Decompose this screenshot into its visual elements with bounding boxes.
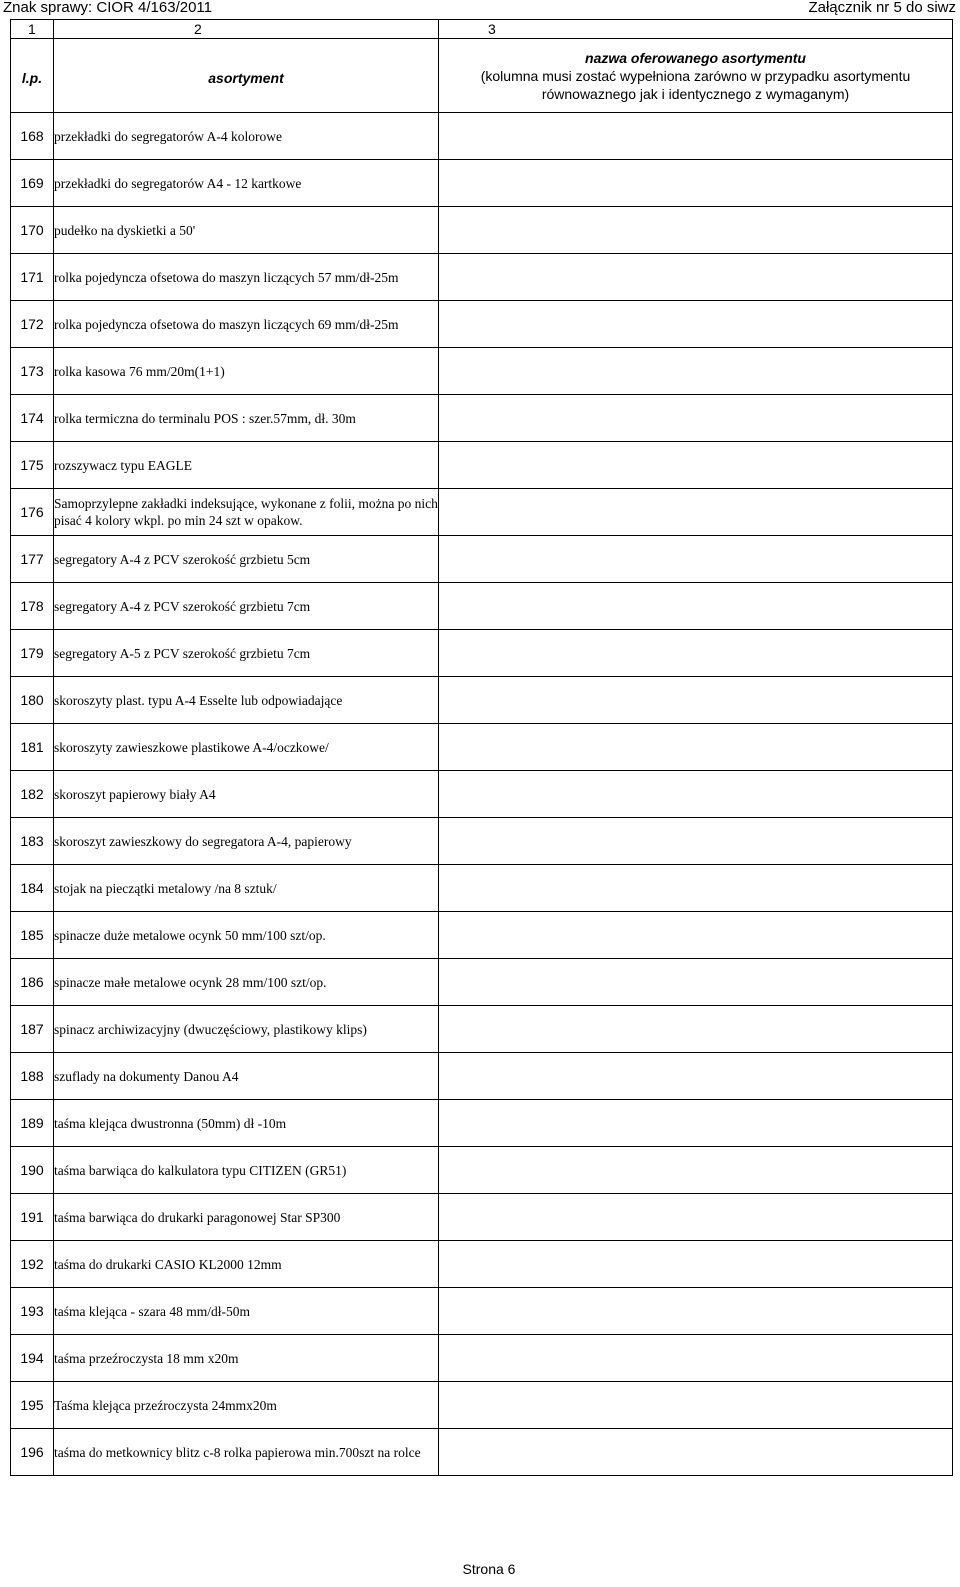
column-number-2: 2 [54,20,439,39]
table-row [11,1288,953,1335]
row-offered-name-cell[interactable] [439,630,953,677]
table-row [11,1382,953,1429]
row-offered-name-cell[interactable] [439,1194,953,1241]
row-offered-name-cell[interactable] [439,865,953,912]
assortment-table [10,19,953,1476]
table-row [11,912,953,959]
header-assortment: asortyment [54,39,439,113]
row-offered-name-cell[interactable] [439,818,953,865]
row-offered-name-cell[interactable] [439,254,953,301]
table-row [11,301,953,348]
row-number: 182 [11,771,54,818]
row-assortment: skoroszyt papierowy biały A4 [54,771,439,818]
column-number-1: 1 [11,20,54,39]
row-offered-name-cell[interactable] [439,677,953,724]
row-assortment: taśma barwiąca do drukarki paragonowej Star SP300 [54,1194,439,1241]
row-number: 188 [11,1053,54,1100]
row-number: 169 [11,160,54,207]
row-offered-name-cell[interactable] [439,395,953,442]
page-number: Strona 6 [462,1561,516,1577]
table-row [11,1006,953,1053]
row-number: 175 [11,442,54,489]
table-row [11,160,953,207]
row-assortment: taśma klejąca dwustronna (50mm) dł -10m [54,1100,439,1147]
row-number: 193 [11,1288,54,1335]
table-row [11,1194,953,1241]
row-assortment: rolka pojedyncza ofsetowa do maszyn liczących 57 mm/dł-25m [54,254,439,301]
row-assortment: przekładki do segregatorów A4 - 12 kartkowe [54,160,439,207]
row-assortment: taśma do drukarki CASIO KL2000 12mm [54,1241,439,1288]
table-row [11,489,953,536]
row-number: 196 [11,1429,54,1476]
row-number: 191 [11,1194,54,1241]
row-assortment: taśma klejąca - szara 48 mm/dł-50m [54,1288,439,1335]
table-row [11,1429,953,1476]
column-header-row [11,39,953,113]
header-offered-note-1: (kolumna musi zostać wypełniona zarówno w przypadku asortymentu [480,67,911,84]
row-offered-name-cell[interactable] [439,1241,953,1288]
row-number: 168 [11,113,54,160]
row-offered-name-cell[interactable] [439,160,953,207]
row-number: 178 [11,583,54,630]
row-number: 190 [11,1147,54,1194]
row-number: 184 [11,865,54,912]
table-row [11,1147,953,1194]
table-row [11,818,953,865]
row-number: 192 [11,1241,54,1288]
row-offered-name-cell[interactable] [439,113,953,160]
header-offered-title: nazwa oferowanego asortymentu [585,49,806,66]
row-assortment: przekładki do segregatorów A-4 kolorowe [54,113,439,160]
row-number: 195 [11,1382,54,1429]
row-offered-name-cell[interactable] [439,1382,953,1429]
row-offered-name-cell[interactable] [439,724,953,771]
row-assortment: rolka kasowa 76 mm/20m(1+1) [54,348,439,395]
row-offered-name-cell[interactable] [439,442,953,489]
column-number-3: 3 [439,20,953,39]
table-row [11,536,953,583]
table-row [11,724,953,771]
row-number: 187 [11,1006,54,1053]
row-number: 170 [11,207,54,254]
row-assortment: rolka pojedyncza ofsetowa do maszyn liczących 69 mm/dł-25m [54,301,439,348]
row-offered-name-cell[interactable] [439,301,953,348]
row-offered-name-cell[interactable] [439,348,953,395]
column-number-row [11,20,953,39]
case-number: Znak sprawy: CIOR 4/163/2011 [3,0,212,16]
table-row [11,254,953,301]
row-assortment: Taśma klejąca przeźroczysta 24mmx20m [54,1382,439,1429]
row-offered-name-cell[interactable] [439,1429,953,1476]
row-number: 180 [11,677,54,724]
table-row [11,677,953,724]
header-offered-name [439,39,953,113]
row-number: 194 [11,1335,54,1382]
row-assortment: segregatory A-4 z PCV szerokość grzbietu 5cm [54,536,439,583]
row-number: 174 [11,395,54,442]
row-number: 185 [11,912,54,959]
row-assortment: pudełko na dyskietki a 50' [54,207,439,254]
table-row [11,959,953,1006]
row-offered-name-cell[interactable] [439,583,953,630]
row-number: 181 [11,724,54,771]
row-offered-name-cell[interactable] [439,1100,953,1147]
table-row [11,771,953,818]
row-assortment: spinacze duże metalowe ocynk 50 mm/100 szt/op. [54,912,439,959]
row-number: 189 [11,1100,54,1147]
table-row [11,630,953,677]
row-assortment: rolka termiczna do terminalu POS : szer.57mm, dł. 30m [54,395,439,442]
row-assortment: Samoprzylepne zakładki indeksujące, wykonane z folii, można po nich pisać 4 kolory wkpl. po min 24 szt w opakow. [54,489,439,536]
table-row [11,865,953,912]
row-number: 186 [11,959,54,1006]
header-offered-note-2: równowaznego jak i identycznego z wymaganym) [541,85,850,102]
row-assortment: spinacze małe metalowe ocynk 28 mm/100 szt/op. [54,959,439,1006]
row-assortment: szuflady na dokumenty Danou A4 [54,1053,439,1100]
row-offered-name-cell[interactable] [439,771,953,818]
row-assortment: taśma barwiąca do kalkulatora typu CITIZEN (GR51) [54,1147,439,1194]
row-number: 177 [11,536,54,583]
row-assortment: stojak na pieczątki metalowy /na 8 sztuk/ [54,865,439,912]
row-offered-name-cell[interactable] [439,207,953,254]
row-offered-name-cell[interactable] [439,1053,953,1100]
row-number: 176 [11,489,54,536]
table-row [11,207,953,254]
row-number: 172 [11,301,54,348]
table-row [11,113,953,160]
annex-label: Załącznik nr 5 do siwz [808,0,956,16]
row-offered-name-cell[interactable] [439,1006,953,1053]
table-row [11,1100,953,1147]
row-assortment: taśma przeźroczysta 18 mm x20m [54,1335,439,1382]
row-offered-name-cell[interactable] [439,536,953,583]
row-assortment: skoroszyty zawieszkowe plastikowe A-4/oczkowe/ [54,724,439,771]
header-lp: l.p. [11,39,54,113]
row-number: 171 [11,254,54,301]
row-number: 179 [11,630,54,677]
row-offered-name-cell[interactable] [439,959,953,1006]
row-offered-name-cell[interactable] [439,489,953,536]
row-assortment: skoroszyty plast. typu A-4 Esselte lub odpowiadające [54,677,439,724]
row-offered-name-cell[interactable] [439,1288,953,1335]
row-assortment: segregatory A-5 z PCV szerokość grzbietu 7cm [54,630,439,677]
table-row [11,348,953,395]
row-offered-name-cell[interactable] [439,1147,953,1194]
table-row [11,1241,953,1288]
table-row [11,1335,953,1382]
row-assortment: rozszywacz typu EAGLE [54,442,439,489]
row-offered-name-cell[interactable] [439,912,953,959]
row-assortment: spinacz archiwizacyjny (dwuczęściowy, plastikowy klips) [54,1006,439,1053]
table-row [11,395,953,442]
row-number: 173 [11,348,54,395]
table-row [11,583,953,630]
table-row [11,442,953,489]
table-row [11,1053,953,1100]
row-assortment: segregatory A-4 z PCV szerokość grzbietu 7cm [54,583,439,630]
row-offered-name-cell[interactable] [439,1335,953,1382]
row-assortment: skoroszyt zawieszkowy do segregatora A-4, papierowy [54,818,439,865]
row-number: 183 [11,818,54,865]
row-assortment: taśma do metkownicy blitz c-8 rolka papierowa min.700szt na rolce [54,1429,439,1476]
